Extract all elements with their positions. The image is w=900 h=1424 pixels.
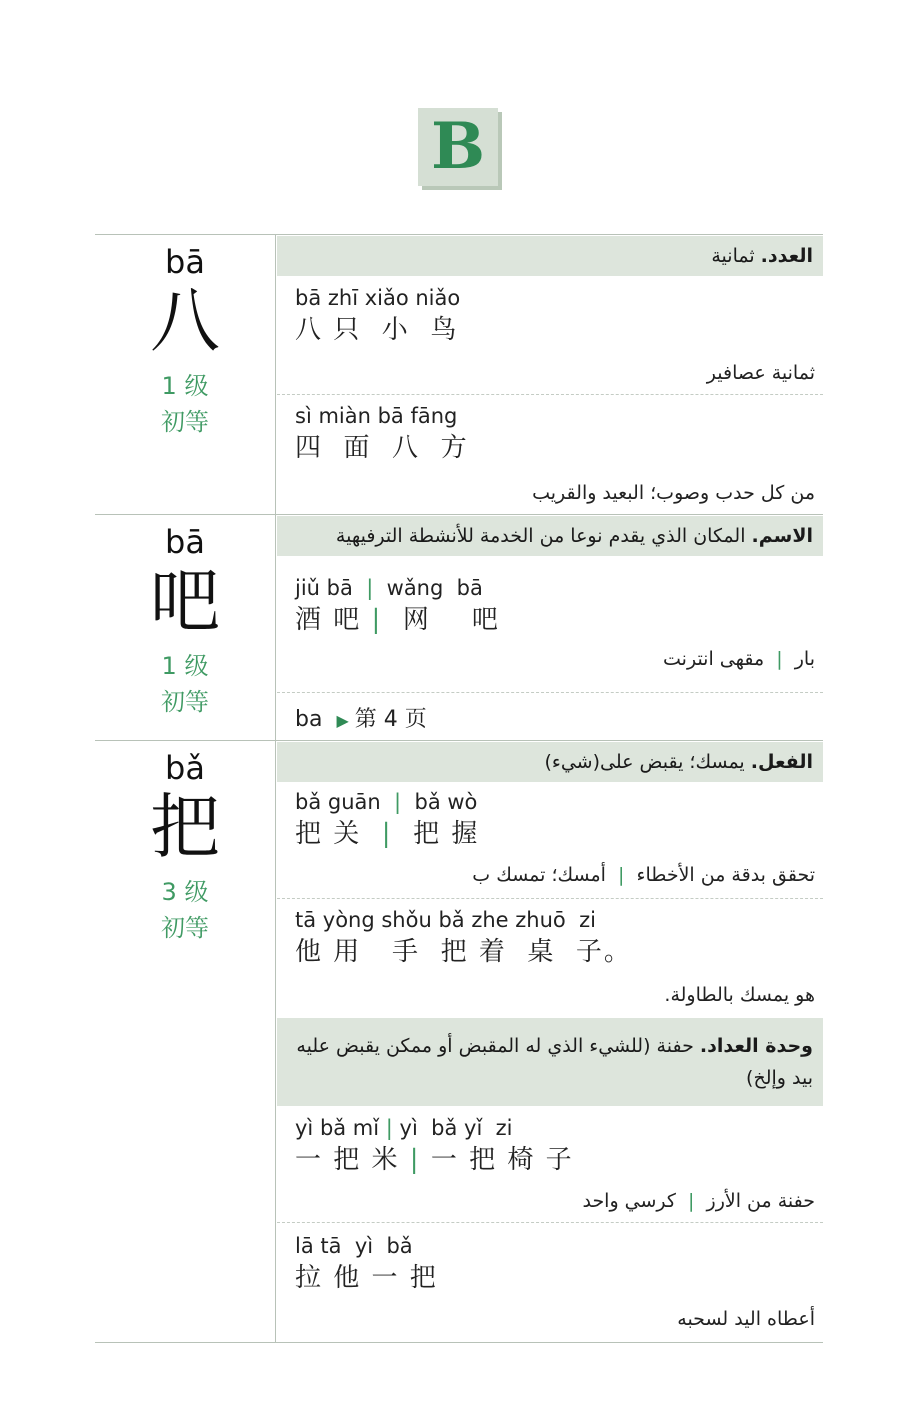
example-hanzi: 把 关 <box>295 819 362 849</box>
headword-pinyin: bā <box>165 243 205 281</box>
example-arabic: بار <box>794 648 815 670</box>
headword-pinyin: bǎ <box>165 749 205 787</box>
headword-hanzi: 把 <box>150 786 220 868</box>
headword-ba-bar <box>95 523 275 720</box>
example-divider <box>277 394 823 395</box>
see-also-word: ba <box>295 707 323 732</box>
example-pinyin: bǎ guān <box>295 790 381 814</box>
example-pinyin: tā yòng shǒu bǎ zhe zhuō zi <box>295 908 596 932</box>
example-pinyin: bā zhī xiǎo niǎo <box>295 286 461 310</box>
headword-grade: 初等 <box>161 914 209 942</box>
separator: | <box>380 790 415 814</box>
headword-pinyin: bā <box>165 523 205 561</box>
example <box>295 790 815 886</box>
example-hanzi: 网 吧 <box>402 605 500 635</box>
definition-bar <box>277 1018 823 1106</box>
part-of-speech: العدد. <box>760 245 813 267</box>
example-hanzi: 把 握 <box>413 819 480 849</box>
example-arabic: مقهى انترنت <box>663 648 765 670</box>
headword-grade: 初等 <box>161 408 209 436</box>
section-letter-badge <box>418 108 498 186</box>
example-arabic: أعطاه اليد لسحبه <box>677 1308 815 1330</box>
headword-ba3 <box>95 749 275 946</box>
definition-text: ثمانية <box>711 245 761 267</box>
entry-divider <box>95 740 823 741</box>
separator: | <box>361 819 414 849</box>
see-also-page: 第 4 页 <box>354 707 427 732</box>
example-pinyin: bǎ wò <box>414 790 478 814</box>
part-of-speech: الفعل. <box>750 751 813 773</box>
headword-level: 1 级 <box>161 372 209 400</box>
example-divider <box>277 1222 823 1223</box>
definition-text: حفنة (للشيء الذي له المقبض أو ممكن يقبض عليه بيد وإلخ) <box>296 1035 813 1089</box>
separator: | <box>399 1145 431 1175</box>
example-hanzi: 八 只 小 鸟 <box>295 315 459 345</box>
example <box>295 286 815 384</box>
column-divider <box>275 234 276 1342</box>
example-pinyin: wǎng bā <box>386 576 483 600</box>
example-arabic: ثمانية عصافير <box>706 362 815 384</box>
table-top-border <box>95 234 823 235</box>
headword-level: 3 级 <box>161 878 209 906</box>
headword-grade: 初等 <box>161 688 209 716</box>
headword-hanzi: 八 <box>150 280 220 362</box>
headword-hanzi: 吧 <box>150 560 220 642</box>
table-bottom-border <box>95 1342 823 1343</box>
example-arabic: من كل حدب وصوب؛ البعيد والقريب <box>532 482 815 504</box>
example-arabic: أمسك؛ تمسك ب <box>472 864 606 886</box>
example-hanzi: 一 把 米 <box>295 1145 400 1175</box>
definition-bar <box>277 236 823 276</box>
separator: | <box>675 1190 707 1212</box>
example <box>295 908 815 1006</box>
example-divider <box>277 898 823 899</box>
example-divider <box>277 692 823 693</box>
separator: | <box>361 605 403 635</box>
separator: | <box>764 648 795 670</box>
separator: | <box>379 1116 400 1140</box>
separator: | <box>605 864 637 886</box>
example-hanzi: 他 用 手 把 着 桌 子。 <box>295 937 632 967</box>
example-arabic: حفنة من الأرز <box>706 1190 815 1212</box>
see-also-reference[interactable] <box>295 702 427 733</box>
section-letter: B <box>430 109 486 184</box>
example <box>295 404 815 504</box>
example-pinyin: lā tā yì bǎ <box>295 1234 413 1258</box>
headword-level: 1 级 <box>161 652 209 680</box>
definition-bar <box>277 516 823 556</box>
example-hanzi: 酒 吧 <box>295 605 362 635</box>
part-of-speech: الاسم. <box>751 525 813 547</box>
example-pinyin: yì bǎ mǐ <box>295 1116 380 1140</box>
definition-text: المكان الذي يقدم نوعا من الخدمة للأنشطة الترفيهية <box>335 525 752 547</box>
triangle-right-icon: ▶ <box>336 711 349 730</box>
example-hanzi: 四 面 八 方 <box>295 433 469 463</box>
example <box>295 1116 815 1212</box>
separator: | <box>352 576 387 600</box>
example-hanzi: 拉 他 一 把 <box>295 1263 438 1293</box>
example-pinyin: yì bǎ yǐ zi <box>399 1116 513 1140</box>
example-arabic: هو يمسك بالطاولة. <box>664 984 815 1006</box>
definition-text: يمسك؛ يقبض على(شيء) <box>544 751 751 773</box>
headword-ba1 <box>95 243 275 440</box>
definition-bar <box>277 742 823 782</box>
part-of-speech: وحدة العداد. <box>699 1035 813 1057</box>
entry-divider <box>95 514 823 515</box>
example <box>295 576 815 670</box>
example-hanzi: 一 把 椅 子 <box>430 1145 574 1175</box>
example <box>295 1234 815 1330</box>
example-pinyin: jiǔ bā <box>295 576 353 600</box>
example-arabic: تحقق بدقة من الأخطاء <box>636 864 815 886</box>
example-arabic: كرسي واحد <box>582 1190 676 1212</box>
example-pinyin: sì miàn bā fāng <box>295 404 458 428</box>
